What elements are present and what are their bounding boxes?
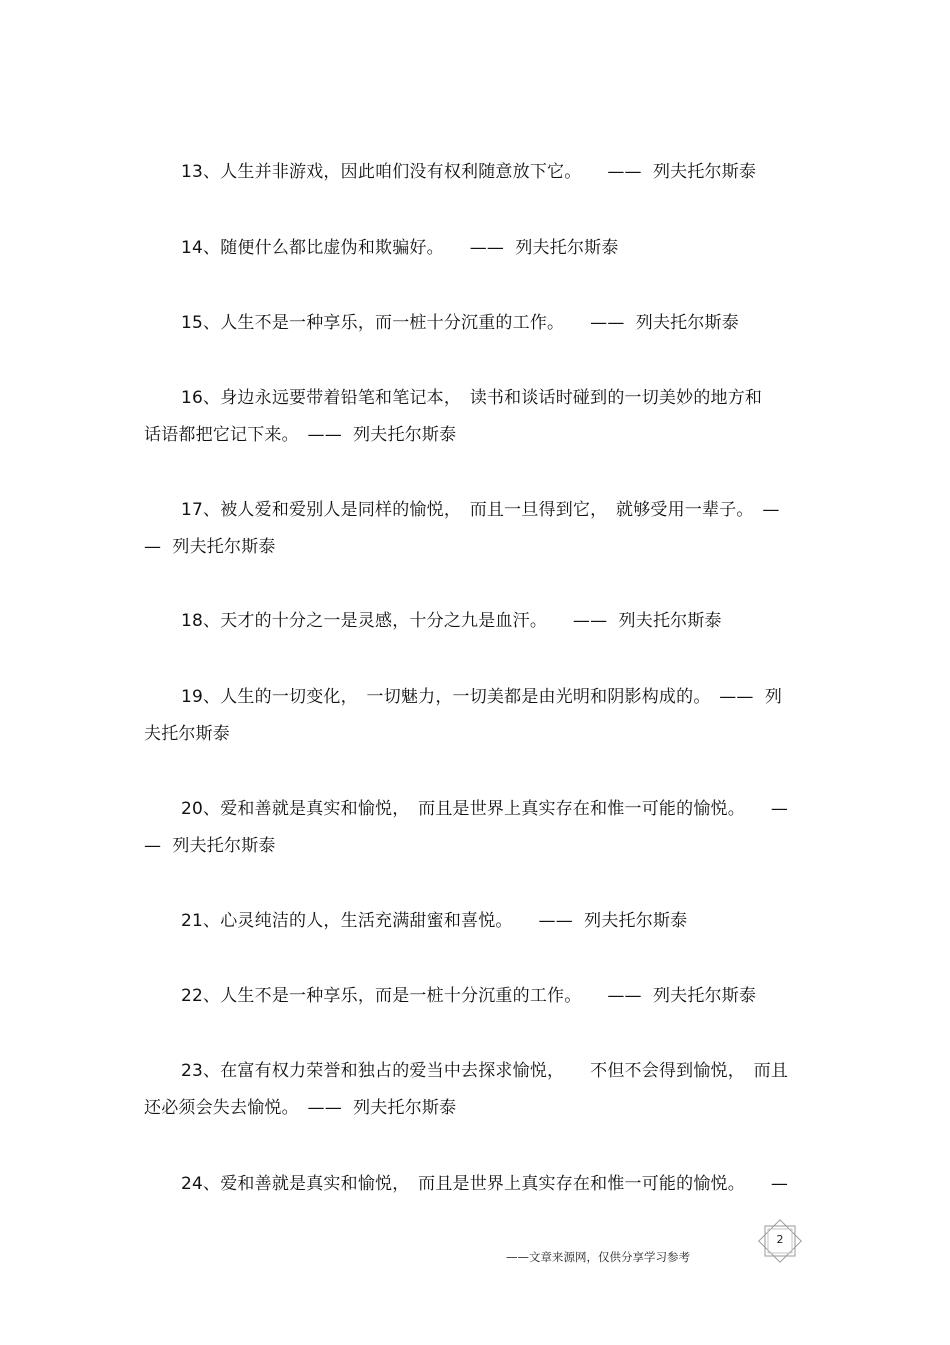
quote-21-line-1: 21、心灵纯洁的人，生活充满甜蜜和喜悦。 —— 列夫托尔斯泰 xyxy=(181,911,688,931)
quote-22-line-1: 22、人生不是一种享乐，而是一桩十分沉重的工作。 —— 列夫托尔斯泰 xyxy=(181,986,757,1006)
quote-20-line-2: — 列夫托尔斯泰 xyxy=(144,836,276,856)
quote-23-line-1: 23、在富有权力荣誉和独占的爱当中去探求愉悦， 不但不会得到愉悦， 而且 xyxy=(181,1061,789,1081)
quote-16-line-1: 16、身边永远要带着铅笔和笔记本， 读书和谈话时碰到的一切美妙的地方和 xyxy=(181,388,763,408)
quote-17-line-1: 17、被人爱和爱别人是同样的愉悦， 而且一旦得到它， 就够受用一辈子。 — xyxy=(181,500,780,520)
quote-23-line-2: 还必须会失去愉悦。 —— 列夫托尔斯泰 xyxy=(144,1098,457,1118)
page-number: 2 xyxy=(776,1233,784,1246)
quote-13-line-1: 13、人生并非游戏，因此咱们没有权利随意放下它。 —— 列夫托尔斯泰 xyxy=(181,162,757,182)
quote-19-line-1: 19、人生的一切变化， 一切魅力，一切美都是由光明和阴影构成的。 —— 列 xyxy=(181,687,783,707)
quote-24-line-1: 24、爱和善就是真实和愉悦， 而且是世界上真实存在和惟一可能的愉悦。 — xyxy=(181,1174,789,1194)
quote-17-line-2: — 列夫托尔斯泰 xyxy=(144,537,276,557)
quote-16-line-2: 话语都把它记下来。 —— 列夫托尔斯泰 xyxy=(144,425,457,445)
footer-source-note: ——文章来源网，仅供分享学习参考 xyxy=(506,1250,690,1264)
quote-20-line-1: 20、爱和善就是真实和愉悦， 而且是世界上真实存在和惟一可能的愉悦。 — xyxy=(181,799,789,819)
quote-14-line-1: 14、随便什么都比虚伪和欺骗好。 —— 列夫托尔斯泰 xyxy=(181,238,619,258)
quote-15-line-1: 15、人生不是一种享乐，而一桩十分沉重的工作。 —— 列夫托尔斯泰 xyxy=(181,313,739,333)
quote-19-line-2: 夫托尔斯泰 xyxy=(144,724,230,744)
page-number-badge xyxy=(756,1218,804,1264)
quote-18-line-1: 18、天才的十分之一是灵感，十分之九是血汗。 —— 列夫托尔斯泰 xyxy=(181,611,722,631)
